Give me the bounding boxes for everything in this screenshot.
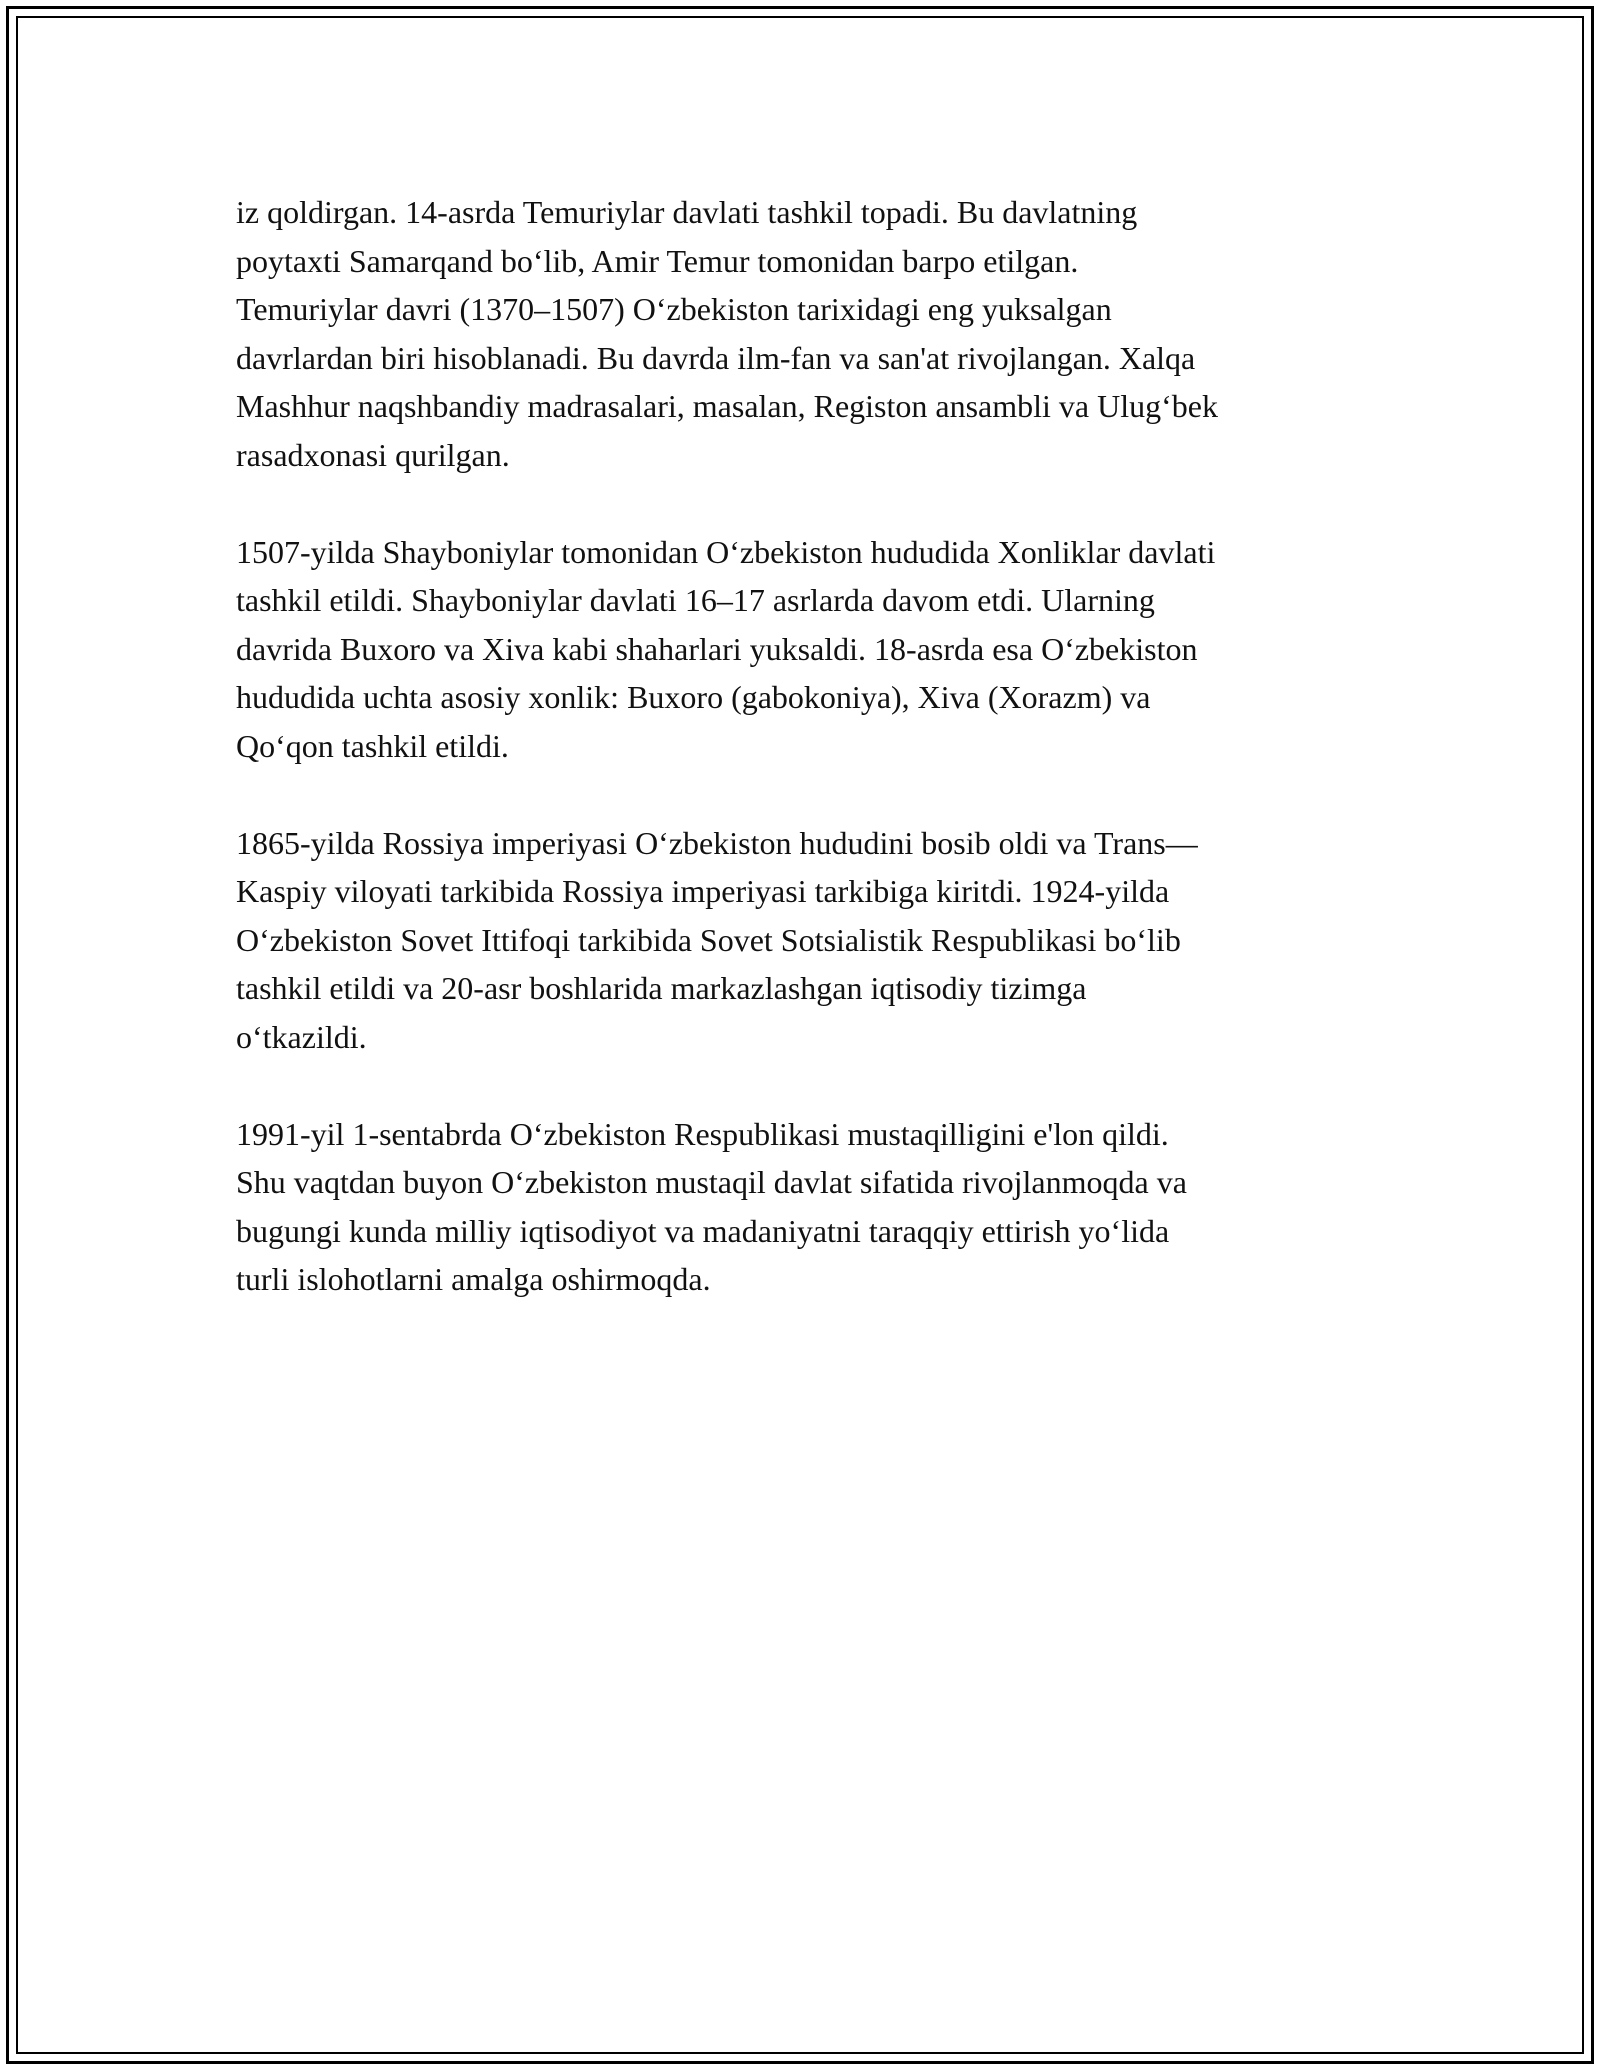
text-line: 1507-yilda Shayboniylar tomonidan O‘zbekiston hududida Xonliklar davlati <box>236 533 1216 570</box>
text-line: davrida Buxoro va Xiva kabi shaharlari yuksaldi. 18-asrda esa O‘zbekiston <box>236 630 1198 667</box>
text-line: davrlardan biri hisoblanadi. Bu davrda ilm-fan va san'at rivojlangan. Xalqa <box>236 339 1196 376</box>
text-line: poytaxti Samarqand bo‘lib, Amir Temur tomonidan barpo etilgan. <box>236 242 1079 279</box>
document-body <box>236 188 1396 1352</box>
text-line: hududida uchta asosiy xonlik: Buxoro (gabokoniya), Xiva (Xorazm) va <box>236 679 1151 715</box>
text-line: tashkil etildi. Shayboniylar davlati 16–17 asrlarda davom etdi. Ularning <box>236 582 1155 618</box>
paragraph-rossiya <box>236 819 1396 1062</box>
text-line: turli islohotlarni amalga oshirmoqda. <box>236 1261 711 1297</box>
text-line: Qo‘qon tashkil etildi. <box>236 727 509 764</box>
text-line: Mashhur naqshbandiy madrasalari, masalan, Registon ansambli va Ulug‘bek <box>236 388 1218 424</box>
text-line: bugungi kunda milliy iqtisodiyot va madaniyatni taraqqiy ettirish yo‘lida <box>236 1212 1170 1249</box>
text-line: 1991-yil 1-sentabrda O‘zbekiston Respublikasi mustaqilligini e'lon qildi. <box>236 1115 1169 1152</box>
paragraph-temuriylar <box>236 188 1396 479</box>
text-line: Shu vaqtdan buyon O‘zbekiston mustaqil davlat sifatida rivojlanmoqda va <box>236 1164 1187 1200</box>
paragraph-mustaqillik <box>236 1110 1396 1304</box>
text-line: iz qoldirgan. 14-asrda Temuriylar davlati tashkil topadi. Bu davlatning <box>236 194 1138 230</box>
text-line: rasadxonasi qurilgan. <box>236 436 510 473</box>
text-line: Temuriylar davri (1370–1507) O‘zbekiston tarixidagi eng yuksalgan <box>236 291 1112 327</box>
text-line: O‘zbekiston Sovet Ittifoqi tarkibida Sovet Sotsialistik Respublikasi bo‘lib <box>236 921 1181 958</box>
text-line: Kaspiy viloyati tarkibida Rossiya imperiyasi tarkibiga kiritdi. 1924-yilda <box>236 873 1170 909</box>
text-line: o‘tkazildi. <box>236 1018 367 1055</box>
text-line: tashkil etildi va 20-asr boshlarida markazlashgan iqtisodiy tizimga <box>236 970 1087 1006</box>
paragraph-shayboniylar <box>236 528 1396 771</box>
text-line: 1865-yilda Rossiya imperiyasi O‘zbekiston hududini bosib oldi va Trans— <box>236 824 1198 861</box>
